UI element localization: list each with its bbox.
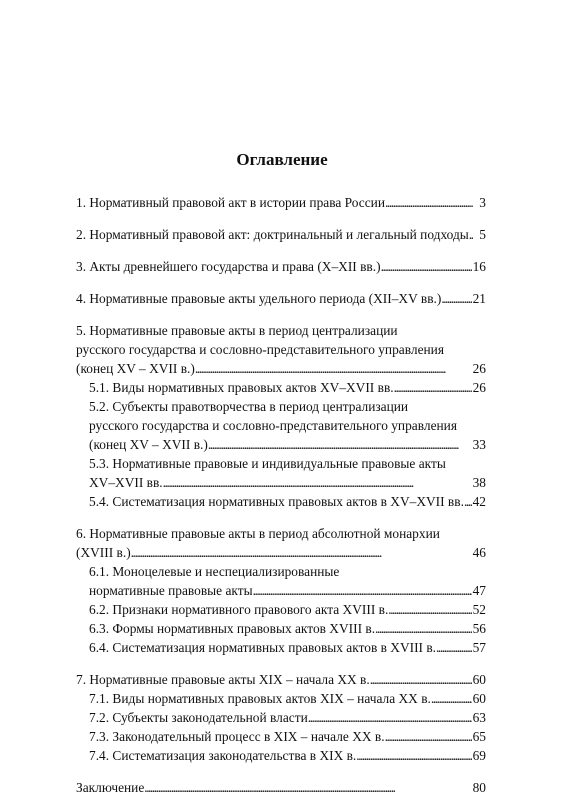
toc-entry-line	[76, 670, 486, 689]
dot-leader	[436, 638, 472, 657]
toc-entry-text: Заключение	[76, 780, 145, 795]
toc-entry-text: 2. Нормативный правовой акт: доктринальный и легальный подходы	[76, 227, 469, 242]
toc-entry-text: 6.3. Формы нормативных правовых актов XVIII в.	[89, 621, 376, 636]
toc-entry-line	[76, 581, 486, 600]
dot-leader	[464, 492, 472, 511]
toc-entry	[76, 778, 486, 797]
dot-leader	[431, 689, 472, 708]
page-number: 3	[479, 195, 486, 210]
page-number: 57	[472, 640, 486, 655]
toc-entry-text: 6.4. Систематизация нормативных правовых актов в XVIII в.	[89, 640, 437, 655]
toc-entry-text: нормативные правовые акты	[89, 583, 253, 598]
toc-subentry	[76, 638, 486, 657]
page-number: 60	[472, 672, 486, 687]
toc-subentry	[76, 600, 486, 619]
dot-leader	[144, 778, 471, 797]
page-number: 42	[472, 494, 486, 509]
toc-entry-text: 5. Нормативные правовые акты в период централизации	[76, 323, 398, 338]
dot-leader	[381, 257, 472, 276]
page-number: 60	[472, 691, 486, 706]
dot-leader	[394, 378, 472, 397]
toc-entry	[76, 257, 486, 276]
page-number: 47	[472, 583, 486, 598]
toc-entry-line	[76, 727, 486, 746]
toc-entry-text: 6. Нормативные правовые акты в период абсолютной монархии	[76, 526, 440, 541]
page-number: 26	[472, 361, 486, 376]
toc-entry-line	[76, 492, 486, 511]
toc-entry-line	[76, 689, 486, 708]
page-number: 16	[472, 259, 486, 274]
page-number: 33	[472, 437, 486, 452]
toc-entry-text: 4. Нормативные правовые акты удельного периода (XII–XV вв.)	[76, 291, 442, 306]
toc-subentry	[76, 562, 486, 600]
toc-entry-line	[76, 708, 486, 727]
toc-entry-text: 3. Акты древнейшего государства и права (X–XII вв.)	[76, 259, 381, 274]
toc-entry-line	[76, 778, 486, 797]
page-number: 52	[472, 602, 486, 617]
toc-subentry	[76, 708, 486, 727]
toc-entry-line	[76, 619, 486, 638]
toc-entry-line	[76, 289, 486, 308]
dot-leader	[253, 581, 472, 600]
toc-entry-line	[76, 225, 486, 244]
toc-entry-line	[76, 746, 486, 765]
dot-leader	[208, 435, 472, 454]
table-of-contents	[76, 193, 486, 797]
dot-leader	[385, 193, 473, 212]
toc-entry-text: 7.2. Субъекты законодательной власти	[89, 710, 308, 725]
page-number: 46	[472, 545, 486, 560]
toc-entry-line	[76, 257, 486, 276]
toc-subentry	[76, 689, 486, 708]
toc-entry-text: (XVIII в.)	[76, 545, 131, 560]
toc-subentry	[76, 397, 486, 454]
dot-leader	[370, 670, 472, 689]
toc-entry-text: (конец XV – XVII в.)	[89, 437, 208, 452]
page-number: 80	[472, 780, 486, 795]
toc-entry-text: 6.1. Моноцелевые и неспециализированные	[89, 564, 340, 579]
toc-entry-text: 5.2. Субъекты правотворчества в период централизации	[89, 399, 409, 414]
toc-entry	[76, 225, 486, 244]
page-number: 63	[472, 710, 486, 725]
toc-entry-text: 6.2. Признаки нормативного правового акта XVIII в.	[89, 602, 389, 617]
toc-entry-text: 7.3. Законодательный процесс в XIX – начале XX в.	[89, 729, 385, 744]
toc-entry	[76, 193, 486, 212]
toc-subentry	[76, 746, 486, 765]
dot-leader	[388, 600, 471, 619]
toc-entry-line	[76, 378, 486, 397]
page-number: 56	[472, 621, 486, 636]
toc-entry-line	[76, 600, 486, 619]
toc-entry	[76, 524, 486, 562]
dot-leader	[356, 746, 471, 765]
toc-entry-text: 7. Нормативные правовые акты XIX – начала XX в.	[76, 672, 370, 687]
page-title: Оглавление	[236, 150, 328, 169]
toc-entry-text: русского государства и сословно-представительного управления	[89, 418, 458, 433]
toc-entry-text: 5.3. Нормативные правовые и индивидуальные правовые акты	[89, 456, 446, 471]
toc-entry-text: 5.4. Систематизация нормативных правовых актов в XV–XVII вв.	[89, 494, 464, 509]
toc-subentry	[76, 378, 486, 397]
toc-entry	[76, 289, 486, 308]
toc-entry	[76, 321, 486, 378]
toc-entry-line	[76, 473, 486, 492]
toc-entry-text: (конец XV – XVII в.)	[76, 361, 195, 376]
toc-subentry	[76, 492, 486, 511]
page-number: 65	[472, 729, 486, 744]
toc-subentry	[76, 619, 486, 638]
dot-leader	[131, 543, 472, 562]
page-number: 38	[472, 475, 486, 490]
dot-leader	[308, 708, 472, 727]
dot-leader	[385, 727, 472, 746]
toc-entry-line	[76, 435, 486, 454]
toc-entry-line	[76, 193, 486, 212]
page-number: 26	[472, 380, 486, 395]
dot-leader	[195, 359, 472, 378]
toc-entry-text: XV–XVII вв.	[89, 475, 163, 490]
toc-entry-text: 7.1. Виды нормативных правовых актов XIX – начала XX в.	[89, 691, 431, 706]
toc-entry-text: 5.1. Виды нормативных правовых актов XV–XVII вв.	[89, 380, 394, 395]
page-number: 5	[479, 227, 486, 242]
page-number: 69	[472, 748, 486, 763]
toc-entry	[76, 670, 486, 689]
dot-leader	[375, 619, 472, 638]
toc-entry-text: 1. Нормативный правовой акт в истории права России	[76, 195, 386, 210]
toc-subentry	[76, 727, 486, 746]
toc-entry-line	[76, 543, 486, 562]
page-number: 21	[472, 291, 486, 306]
toc-entry-text: русского государства и сословно-представительного управления	[76, 342, 445, 357]
toc-entry-line	[76, 359, 486, 378]
toc-subentry	[76, 454, 486, 492]
dot-leader	[469, 225, 473, 244]
dot-leader	[163, 473, 472, 492]
toc-entry-line	[76, 638, 486, 657]
dot-leader	[441, 289, 471, 308]
toc-entry-text: 7.4. Систематизация законодательства в XIX в.	[89, 748, 357, 763]
